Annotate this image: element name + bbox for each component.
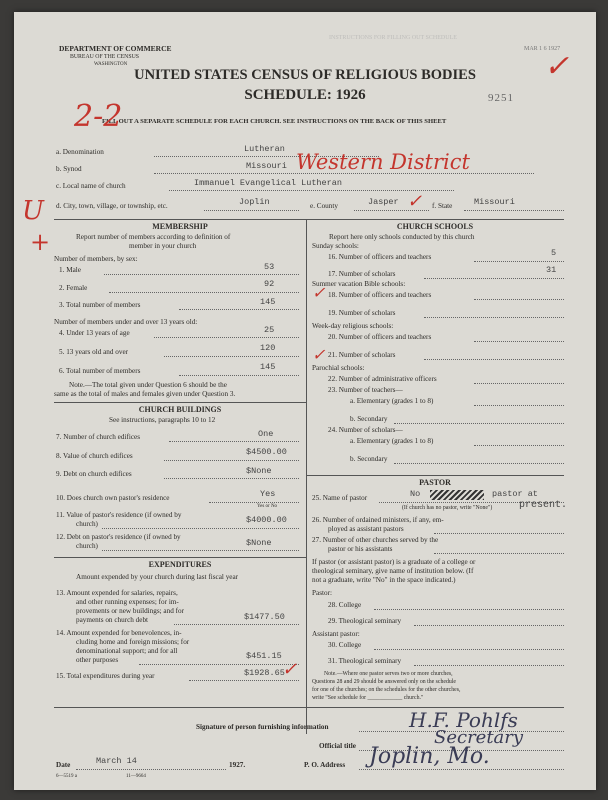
q21-red-check: ✓: [312, 345, 326, 364]
buildings-sub: See instructions, paragraphs 10 to 12: [109, 416, 216, 424]
vacation-schools-label: Summer vacation Bible schools:: [312, 280, 406, 288]
po-address-handwritten: Joplin, Mo.: [369, 744, 490, 769]
date-label: Date: [56, 761, 71, 769]
official-title-label: Official title: [319, 742, 356, 750]
q7-label: 7. Number of church edifices: [56, 433, 141, 441]
q15-label: 15. Total expenditures during year: [56, 672, 155, 680]
q13-line-4: payments on church debt: [76, 616, 149, 624]
q10-label: 10. Does church own pastor's residence: [56, 494, 170, 502]
buildings-heading: CHURCH BUILDINGS: [138, 405, 222, 414]
pastor-label: Pastor:: [312, 589, 332, 597]
q13-value: $1477.50: [244, 612, 285, 622]
membership-intro-2: member in your church: [129, 242, 197, 250]
county-value: Jasper: [368, 197, 399, 207]
expenditures-sub: Amount expended by your church during last fiscal year: [76, 573, 239, 581]
expenditures-heading: EXPENDITURES: [148, 560, 212, 569]
form-number: 6—5519 a: [56, 774, 77, 779]
q31-label: 31. Theological seminary: [328, 657, 402, 665]
pastor-note-3: for one of the churches; on the schedules for the other churches,: [312, 687, 461, 693]
q4-value: 25: [264, 325, 275, 335]
po-address-label: P. O. Address: [304, 761, 346, 769]
bureau-name: BUREAU OF THE CENSUS: [70, 54, 139, 60]
q5-label: 5. 13 years old and over: [59, 348, 129, 356]
q12-label-2: church): [76, 542, 98, 550]
total-red-check: ✓: [282, 659, 298, 680]
q25-label: 25. Name of pastor: [312, 494, 368, 502]
q7-value: One: [258, 429, 274, 439]
q25-value-2: pastor at: [492, 489, 538, 499]
q16-label: 16. Number of officers and teachers: [328, 253, 432, 261]
denomination-value: Lutheran: [244, 144, 285, 154]
date-value: March 14: [96, 756, 137, 766]
q14-line-4: other purposes: [76, 656, 119, 664]
q6-value: 145: [260, 362, 276, 372]
q12-value: $None: [246, 538, 272, 548]
q14-value: $451.15: [246, 651, 282, 661]
weekday-schools-label: Week-day religious schools:: [312, 322, 394, 330]
pastor-info-1: If pastor (or assistant pastor) is a graduate of a college or: [312, 558, 476, 566]
q8-amount: 4500.00: [251, 447, 287, 457]
q15-value: $1928.65: [244, 668, 285, 678]
q30-label: 30. College: [328, 641, 362, 649]
q11-label-2: church): [76, 520, 98, 528]
struck-out-text: [430, 490, 484, 500]
q24b-label: b. Secondary: [350, 455, 388, 463]
schedule-number: 9251: [488, 92, 514, 104]
q29-label: 29. Theological seminary: [328, 617, 402, 625]
faded-stamp-text: INSTRUCTIONS FOR FILLING OUT SCHEDULE: [329, 35, 457, 41]
q21-label: 21. Number of scholars: [328, 351, 396, 359]
q25-hint: (If church has no pastor, write "None"): [402, 505, 493, 511]
q20-label: 20. Number of officers and teachers: [328, 333, 432, 341]
q3-value: 145: [260, 297, 276, 307]
q10-value: Yes: [260, 489, 276, 499]
q4-label: 4. Under 13 years of age: [59, 329, 130, 337]
instruction-line: FILL OUT A SEPARATE SCHEDULE FOR EACH CHURCH. SEE INSTRUCTIONS ON THE BACK OF THIS SHEET: [102, 118, 447, 125]
q8-value: $4500.00: [246, 447, 287, 457]
q9-value: $None: [246, 466, 272, 476]
sunday-schools-label: Sunday schools:: [312, 242, 359, 250]
membership-note-2: same as the total of males and females given under Question 3.: [54, 390, 236, 398]
church-name-label: c. Local name of church: [56, 182, 126, 190]
q24a-label: a. Elementary (grades 1 to 8): [350, 437, 434, 445]
q17-value: 31: [546, 265, 557, 275]
q12-amount: None: [251, 538, 272, 548]
form-subtitle: SCHEDULE: 1926: [244, 87, 366, 103]
red-plus-mark: +: [30, 228, 51, 256]
q17-label: 17. Number of scholars: [328, 270, 396, 278]
state-label: f. State: [432, 202, 453, 210]
q14-line-2: cluding home and foreign missions; for: [76, 638, 190, 646]
q13-amount: 1477.50: [249, 612, 285, 622]
q18-label: 18. Number of officers and teachers: [328, 291, 432, 299]
yes-or-no-hint: Yes or No: [257, 504, 278, 509]
city-label: d. City, town, village, or township, etc.: [56, 202, 168, 210]
q12-label-1: 12. Debt on pastor's residence (if owned by: [56, 533, 181, 541]
q27-label-1: 27. Number of other churches served by the: [312, 536, 439, 544]
q13-line-3: provements or new buildings; and for: [76, 607, 184, 615]
pastor-heading: PASTOR: [419, 478, 451, 487]
pastor-note-1: Note.—Where one pastor serves two or more churches,: [324, 671, 453, 677]
q16-value: 5: [551, 248, 557, 258]
city-value: Joplin: [239, 197, 270, 207]
q23-label: 23. Number of teachers—: [328, 386, 403, 394]
received-date-stamp: MAR 1 6 1927: [524, 46, 561, 52]
census-schedule-form: [14, 12, 596, 790]
pastor-info-3: not a graduate, write "No" in the space indicated.): [312, 576, 456, 584]
church-name-value: Immanuel Evangelical Lutheran: [194, 178, 342, 188]
q25-value: No: [410, 489, 421, 499]
q3-label: 3. Total number of members: [59, 301, 141, 309]
q18-red-check: ✓: [312, 283, 326, 302]
q23a-label: a. Elementary (grades 1 to 8): [350, 397, 434, 405]
q9-label: 9. Debt on church edifices: [56, 470, 132, 478]
membership-intro-1: Report number of members according to definition of: [76, 233, 231, 241]
q13-line-1: 13. Amount expended for salaries, repairs,: [56, 589, 178, 597]
members-by-age-label: Number of members under and over 13 years old:: [54, 318, 198, 326]
print-code: 11—9664: [126, 774, 146, 779]
synod-value: Missouri: [246, 161, 287, 171]
signature-handwritten: H.F. Pohlfs: [409, 708, 518, 732]
pastor-note-2: Questions 28 and 29 should be answered only on the schedule: [312, 679, 456, 685]
q14-line-1: 14. Amount expended for benevolences, in-: [56, 629, 182, 637]
synod-label: b. Synod: [56, 165, 82, 173]
q11-label-1: 11. Value of pastor's residence (if owned by: [56, 511, 182, 519]
q5-value: 120: [260, 343, 276, 353]
red-check-mark: ✓: [544, 49, 570, 84]
red-letter-mark: U: [22, 196, 44, 226]
county-red-check: ✓: [407, 191, 423, 212]
q26-label-2: ployed as assistant pastors: [328, 525, 404, 533]
q28-label: 28. College: [328, 601, 362, 609]
q15-amount: 1928.65: [249, 668, 285, 678]
q25-value-3: present.: [519, 500, 568, 511]
q8-label: 8. Value of church edifices: [56, 452, 133, 460]
q9-amount: None: [251, 466, 272, 476]
q24-label: 24. Number of scholars—: [328, 426, 403, 434]
parochial-schools-label: Parochial schools:: [312, 364, 365, 372]
pastor-note-4: write "See schedule for ____________ church.": [312, 695, 424, 701]
members-by-sex-label: Number of members, by sex:: [54, 255, 138, 263]
city-name: WASHINGTON: [94, 62, 128, 67]
q14-line-3: denominational support; and for all: [76, 647, 178, 655]
membership-note-1: Note.—The total given under Question 6 should be the: [69, 381, 227, 389]
q14-amount: 451.15: [251, 651, 282, 661]
form-title: UNITED STATES CENSUS OF RELIGIOUS BODIES: [134, 67, 476, 83]
q2-label: 2. Female: [59, 284, 88, 292]
schools-heading: CHURCH SCHOOLS: [396, 222, 474, 231]
q27-label-2: pastor or his assistants: [328, 545, 393, 553]
signature-label: Signature of person furnishing information: [196, 723, 329, 731]
q26-label-1: 26. Number of ordained ministers, if any, em-: [312, 516, 444, 524]
assistant-pastor-label: Assistant pastor:: [312, 630, 360, 638]
membership-heading: MEMBERSHIP: [152, 222, 208, 231]
county-label: e. County: [310, 202, 338, 210]
q6-label: 6. Total number of members: [59, 367, 141, 375]
red-ink-number: 2-2: [74, 99, 123, 134]
q22-label: 22. Number of administrative officers: [328, 375, 437, 383]
pastor-info-2: theological seminary, give name of institution below. (If: [312, 567, 474, 575]
q11-value: $4000.00: [246, 515, 287, 525]
q23b-label: b. Secondary: [350, 415, 388, 423]
denomination-label: a. Denomination: [56, 148, 104, 156]
schools-sub: Report here only schools conducted by this church: [329, 233, 475, 241]
q2-value: 92: [264, 279, 275, 289]
state-value: Missouri: [474, 197, 515, 207]
q1-value: 53: [264, 262, 275, 272]
q11-amount: 4000.00: [251, 515, 287, 525]
department-name: DEPARTMENT OF COMMERCE: [59, 44, 172, 53]
q1-label: 1. Male: [59, 266, 81, 274]
q19-label: 19. Number of scholars: [328, 309, 396, 317]
date-year: 1927.: [229, 761, 246, 769]
official-title-handwritten: Secretary: [434, 727, 524, 748]
q13-line-2: and other running expenses; for im-: [76, 598, 179, 606]
synod-handwritten-district: Western District: [296, 150, 470, 174]
